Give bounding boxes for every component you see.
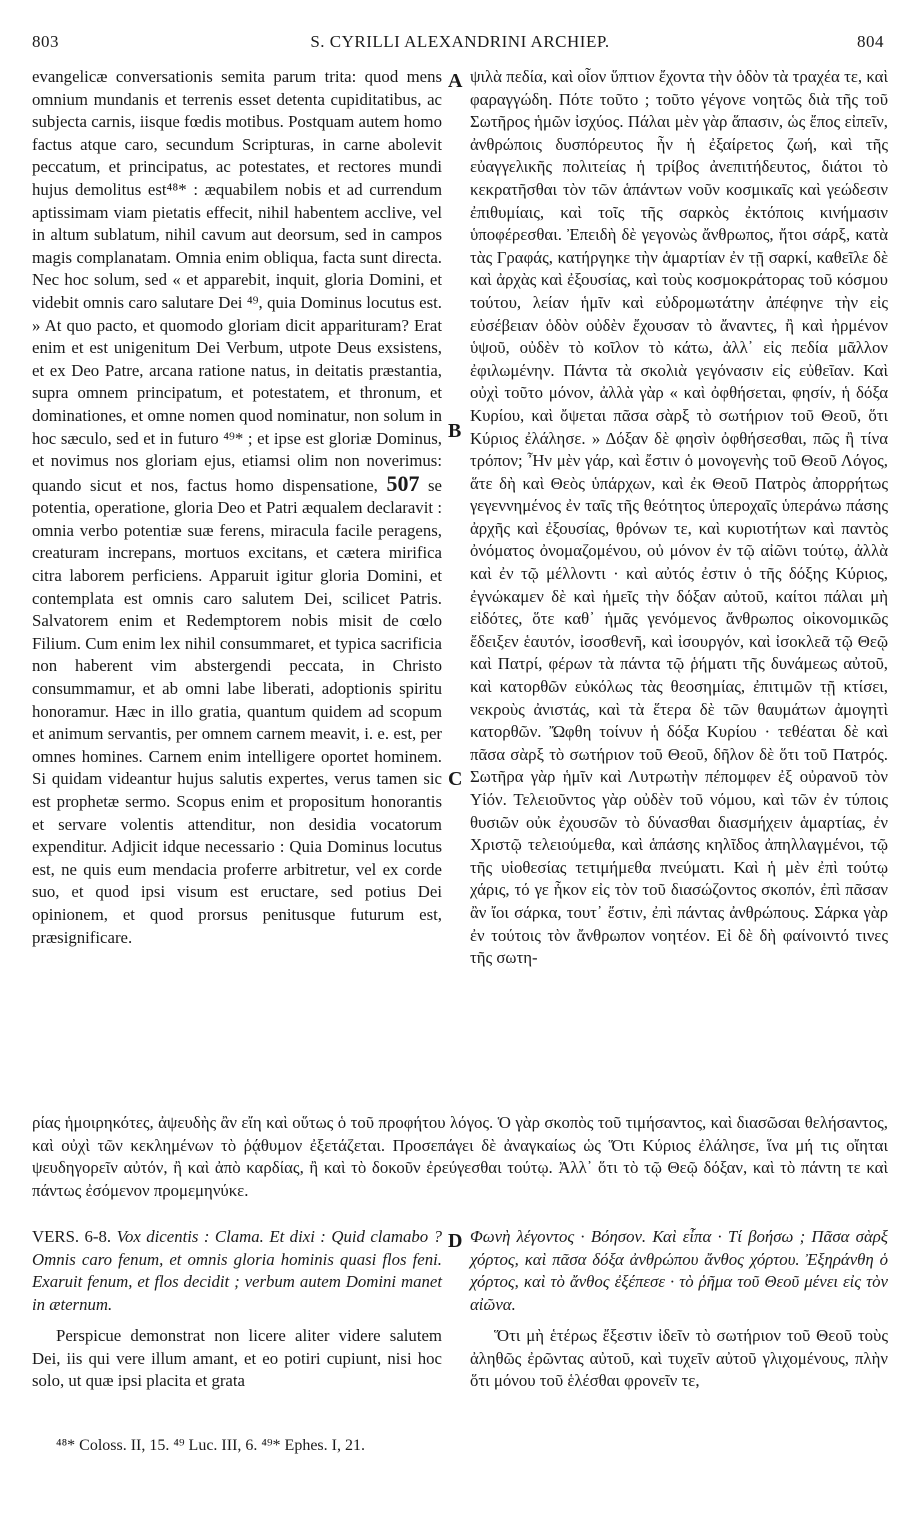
right-page-number: 804	[857, 32, 884, 51]
latin-bottom-text: Perspicue demonstrat non licere aliter videre salutem Dei, iis qui vere illum amant, et eo potiri cupiunt, nisi hoc solo, ut quæ ipsi placita et grata	[32, 1326, 442, 1391]
margin-letter-d: D	[448, 1230, 463, 1252]
verse-greek	[470, 1226, 888, 1316]
verse-latin-text: Vox dicentis : Clama. Et dixi : Quid clamabo ? Omnis caro fenum, et omnis gloria hominis quasi flos feni. Exaruit fenum, et flos decidit ; verbum autem Domini manet in æternum.	[32, 1227, 442, 1314]
verse-reference: VERS. 6-8.	[32, 1227, 112, 1246]
greek-column-upper	[470, 66, 888, 970]
latin-text-part-1: evangelicæ conversationis semita parum trita: quod mens omnium mundanis et terrenis esset detenta cupiditatibus, ac subjecta carnis, iisque fœdis motibus. Postquam autem homo factus atque caro, secundum Scripturas, in carne abolevit peccatum, et principatus, ac potestates, et rectores mundi hujus demolitus est⁴⁸* : æquabilem nobis et ad currendum aptissimam viam pietatis effecit, nihil habentem acclive, vel in altum sublatum, nihil cavum aut deorsum, sed in campos magis complanatam. Omnia enim obliqua, facta sunt directa. Nec hoc solum, sed « et apparebit, inquit, gloria Domini, et videbit omnis caro salutare Dei ⁴⁹, quia Dominus locutus est. » At quo pacto, et quomodo gloriam dicit apparituram? Erat enim et est unigenitum Dei Verbum, utpote Deus exsistens, et ex Deo Patre, arcana ratione natus, in deitatis præstantia, supra omnem principatum, et potestatem, et thronum, et dominationes, et omne nomen quod nominatur, non solum in hoc sæculo, sed et in futuro ⁴⁹* ; et ipse est gloriæ Dominus, et novimus nos gloriam ejus, etiamsi olim non noverimus: quando sicut et nos, factus homo dispensatione,	[32, 67, 442, 495]
greek-bottom-text: Ὅτι μὴ ἑτέρως ἔξεστιν ἰδεῖν τὸ σωτήριον τοῦ Θεοῦ τοὺς ἀληθῶς ἐρῶντας αὐτοῦ, καὶ τυχεῖν αὐτοῦ γλιχομένους, πλὴν ὅτι μόνου τοῦ ἑλέσθαι φρονεῖν τε,	[470, 1326, 888, 1391]
column-number: 507	[386, 470, 420, 496]
latin-column-lower	[32, 1325, 442, 1393]
margin-letter-c: C	[448, 768, 463, 790]
greek-column-lower	[470, 1325, 888, 1393]
verse-latin	[32, 1226, 442, 1316]
margin-letter-a: A	[448, 70, 463, 92]
verse-greek-text: Φωνὴ λέγοντος · Βόησον. Καὶ εἶπα · Τί βοήσω ; Πᾶσα σὰρξ χόρτος, καὶ πᾶσα δόξα ἀνθρώπου ἄνθος χόρτου. Ἐξηράνθη ὁ χόρτος, καὶ τὸ ἄνθος ἐξέπεσε · τὸ ῥῆμα τοῦ Θεοῦ μένει εἰς τὸν αἰῶνα.	[470, 1227, 888, 1314]
margin-letter-b: B	[448, 420, 462, 442]
footnotes: ⁴⁸* Coloss. II, 15. ⁴⁹ Luc. III, 6. ⁴⁹* Ephes. I, 21.	[56, 1437, 365, 1454]
greek-paragraph: ψιλὰ πεδία, καὶ οἷον ὕπτιον ἔχοντα τὴν ὁδὸν τὰ τραχέα τε, καὶ φαραγγώδη. Πότε τοῦτο ; τοῦτο γέγονε νοητῶς διὰ τῆς τοῦ Σωτῆρος ἡμῶν ἰσχύος. Πάλαι μὲν γὰρ ἅπασιν, ὡς ἔπος εἰπεῖν, ἀνθρώποις δυσπόρευτος ἦν ἡ ἐξαίρετος ζωή, καὶ τῆς εὐαγγελικῆς πολιτείας ἡ τρίβος ἀνεπιτήδευτος, διάτοι τὸ κεκρατῆσθαι τὸν τῶν ἁπάντων νοῦν κοσμικαῖς καὶ γεώδεσιν ἐπιθυμίαις, καὶ τοῖς τῆς σαρκὸς ἐκτόποις κινήμασιν ὑποφέρεσθαι. Ἐπειδὴ δὲ γεγονὼς ἄνθρωπος, ἤτοι σάρξ, κατὰ τὰς Γραφάς, κατήργηκε τὴν ἁμαρτίαν ἐν τῇ σαρκί, καθεῖλε δὲ καὶ ἀρχὰς καὶ ἐξουσίας, καὶ τοὺς κοσμοκράτορας τοῦ κόσμου τούτου, λείαν ἡμῖν καὶ εὐδρομωτάτην ἀπέφηνε τὴν εἰς εὐσέβειαν ὁδὸν οὐδὲν ἔχουσαν τὸ ἄναντες, ἢ καὶ ἠρμένον ὑψοῦ, οὐδὲν τὸ κοῖλον τὸ κάτω, ἀλλ᾽ εἰς πεδία μᾶλλον ἐφιλωμένην. Πάντα τὰ σκολιὰ γεγόνασιν εἰς εὐθεῖαν. Καὶ οὐχὶ τοῦτο μόνον, ἀλλὰ γὰρ « καὶ ὀφθήσεται, φησίν, ἡ δόξα Κυρίου, καὶ ὄψεται πᾶσα σὰρξ τὸ σωτήριον τοῦ Θεοῦ, ὅτι Κύριος ἐλάλησε. » Δόξαν δὲ φησὶν ὀφθήσεσθαι, πῶς ἢ τίνα τρόπον; Ἦν μὲν γάρ, καὶ ἔστιν ὁ μονογενὴς τοῦ Θεοῦ Λόγος, ἅτε δὴ καὶ Θεὸς ὑπάρχων, καὶ ἐκ Θεοῦ Πατρὸς ἀπορρήτως γεγεννημένος ἐν ταῖς τῆς θεότητος ὑπεροχαῖς ὑπεράνω πάσης ἀρχῆς καὶ ἐξουσίας, θρόνων τε, καὶ κυριοτήτων καὶ παντὸς ὀνόματος ὀνομαζομένου, οὐ μόνον ἐν τῷ αἰῶνι τούτῳ, ἀλλὰ καὶ ἐν τῷ μέλλοντι · καὶ αὐτός ἐστιν ὁ τῆς δόξης Κύριος, ἐγνώκαμεν δὲ καὶ ἡμεῖς τὴν δόξαν αὐτοῦ, καίτοι πάλαι μὴ εἰδότες, ὅτε καθ᾽ ἡμᾶς γενόμενος ἄνθρωπος οἰκονομικῶς ἔδειξεν ἑαυτόν, ἰσοσθενῆ, καὶ ἰσουργόν, καὶ ἰσοκλεᾶ τῷ Θεῷ καὶ Πατρί, φέρων τὰ πάντα τῷ ῥήματι τῆς δυνάμεως αὐτοῦ, καὶ κατορθῶν εὐκόλως τὰς θεοσημίας, ἐπιτιμῶν τῇ κτίσει, νεκροὺς ἀνιστάς, καὶ τὰ ἕτερα δὲ τῶν θαυμάτων ἀμογητὶ κατορθῶν. Ὤφθη τοίνυν ἡ δόξα Κυρίου · τεθέαται δὲ καὶ πᾶσα σὰρξ τὸ σωτήριον τοῦ Θεοῦ, δῆλον δὲ ὅτι τοῦ Πατρός. Σωτῆρα γὰρ ἡμῖν καὶ Λυτρωτὴν πέπομφεν ἐξ οὐρανοῦ τὸν Υἱόν. Τελειοῦντος γὰρ οὐδὲν τοῦ νόμου, καὶ τῶν ἐν τύποις θυσιῶν οὐκ ἐχουσῶν τὸ δύνασθαι διασμήχειν ἁμαρτίας, ἐν Χριστῷ τελειούμεθα, καὶ ἁπάσης κηλῖδος ἀπηλλαγμένοι, τῷ τῆς υἱοθεσίας τετιμήμεθα πνεύματι. Καὶ ἡ μὲν ἐπὶ τούτῳ χάρις, τό γε ἧκον εἰς τὸν τοῦ διασώζοντος σκοπόν, ἐπὶ πᾶσαν ἂν ἴοι σάρκα, τουτ᾽ ἔστιν, ἐπὶ πάντας ἀνθρώπους. Σάρκα γὰρ ἐν τούτοις τὸν ἄνθρωπον νοητέον. Εἰ δὲ δὴ φαίνοιντό τινες τῆς σωτη-	[470, 67, 888, 968]
verse-latin-paragraph	[32, 1226, 442, 1316]
greek-span-text: ρίας ἡμοιρηκότες, ἀψευδὴς ἂν εἴη καὶ οὕτως ὁ τοῦ προφήτου λόγος. Ὁ γὰρ σκοπὸς τοῦ τιμήσαντος, καὶ διασῶσαι θελήσαντος, καὶ οὐχὶ τῶν κεκλημένων τὸ ῥᾴθυμον ἐξετάζεται. Προσεπάγει δὲ ἀναγκαίως ὡς Ὅτι Κύριος ἐλάλησε, ἵνα μή τις οἴηται ψευδηγορεῖν αὐτόν, ἢ καὶ ἀπὸ καρδίας, ἢ καὶ τὸ δοκοῦν ἐρεύγεσθαι τούτῳ. Ἀλλ᾽ ὅτι τὸ τῷ Θεῷ δόξαν, καὶ τὸ πάντη τε καὶ πάντως ἐσόμενον προμεμηνύκε.	[32, 1113, 888, 1200]
left-page-number: 803	[32, 32, 59, 51]
latin-paragraph	[32, 66, 442, 949]
latin-text-part-2: se potentia, operatione, gloria Deo et Patri æqualem declaravit : omnia verbo potentiæ suæ ferens, miracula facile peragens, creaturam increpans, mortuos excitans, et cætera mirifica citra laborem perficiens. Apparuit igitur gloria Domini, et contemplata est omnis caro salutem Dei, scilicet Patris. Salvatorem enim et Redemptorem nobis misit de cœlo Filium. Cum enim lex nihil consummaret, et typica sacrificia non haberent vim abstergendi peccata, in Christo consummamur, et ab omni labe liberati, adoptionis spiritu honoramur. Hæc in illo gratia, quantum quidem ad scopum et animum servantis, per omnem carnem meavit, i. e. est, per omnes homines. Carnem enim intelligere oportet hominem. Si quidam videantur hujus salutis expertes, verus tamen sic est prophetæ sermo. Scopus enim et propositum honorantis et servare volentis attenditur, non desidia vocatorum expenditur. Adjicit idque necessario : Quia Dominus locutus est, ne quis eum mendacia proferre arbitretur, vel ex corde suo, et quod ipsi visum est eructare, sed potius Dei opinionem, et quod prorsus penitusque futurum est, præsignificare.	[32, 475, 442, 947]
greek-full-width-paragraph	[32, 1112, 888, 1202]
latin-column-upper	[32, 66, 442, 949]
running-title: S. CYRILLI ALEXANDRINI ARCHIEP.	[310, 32, 610, 51]
